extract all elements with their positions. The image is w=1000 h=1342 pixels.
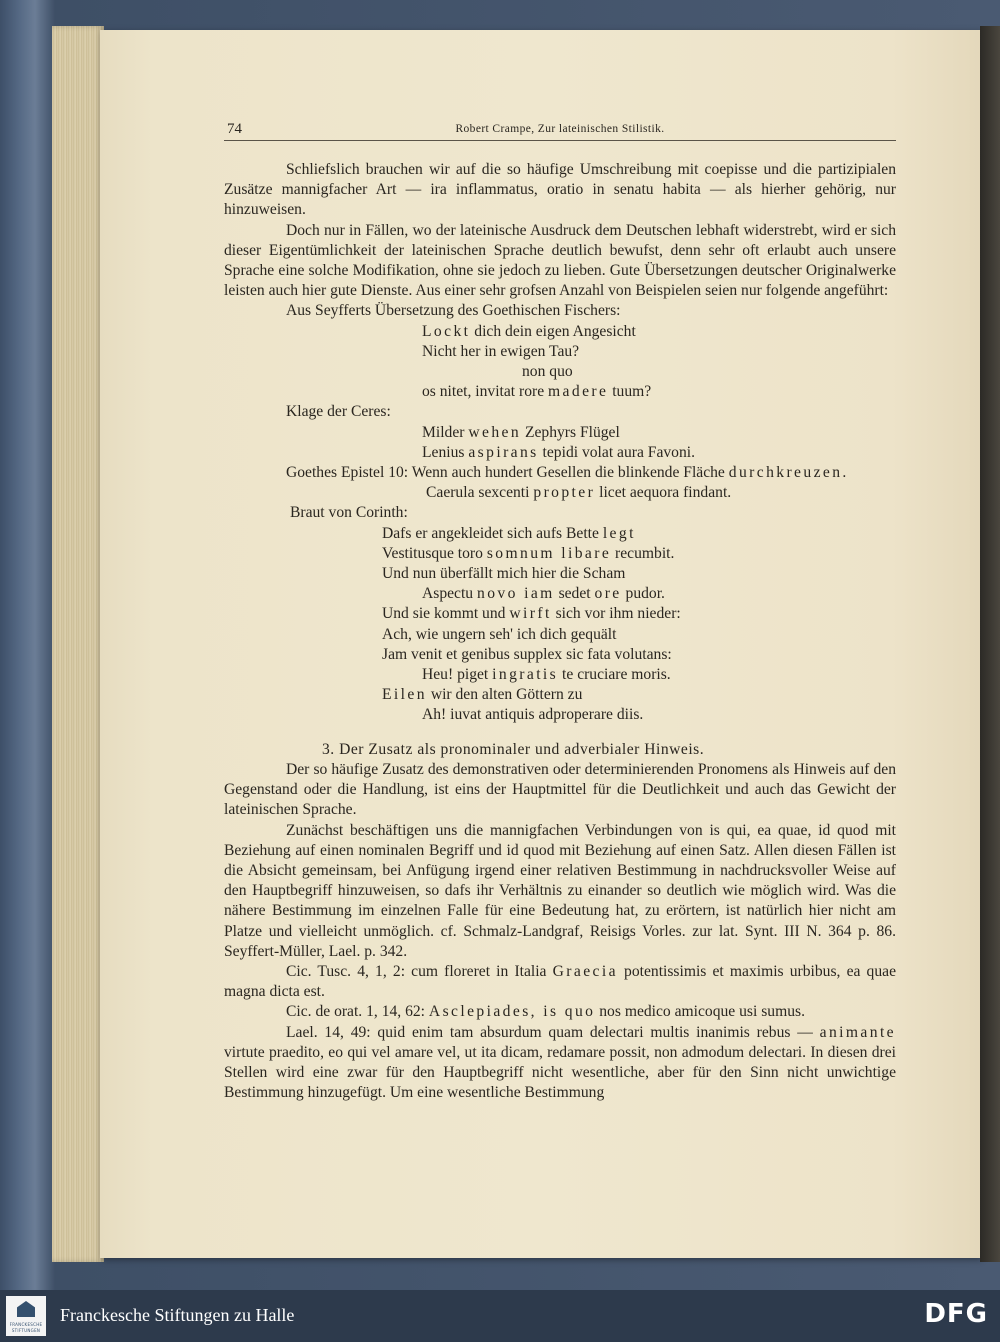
spaced-word: legt xyxy=(602,524,636,542)
spaced-word: animante xyxy=(819,1023,896,1041)
para-text: nos medico amicoque usi sumus. xyxy=(595,1003,805,1021)
spaced-word: ore xyxy=(594,585,622,603)
verse-text: licet aequora findant. xyxy=(595,484,732,502)
verse-line xyxy=(224,443,896,463)
paragraph xyxy=(224,1002,896,1022)
verse-text: Goethes Epistel 10: Wenn auch hundert Gesellen die blinkende Fläche xyxy=(286,464,729,482)
verse-text: tepidi volat aura Favoni. xyxy=(538,443,695,461)
verse-text: Aspectu xyxy=(422,585,477,603)
verse-text: Caerula sexcenti xyxy=(426,484,534,502)
verse-line: Ach, wie ungern seh' ich dich gequält xyxy=(382,625,617,643)
paragraph: Schliefslich brauchen wir auf die so häufige Umschreibung mit coepisse und die partizipialen Zusätze mannigfacher Art — ira inflammatus, oratio in senatu habita — als hierher gehörig, nur hinzuweisen. xyxy=(224,161,896,219)
spaced-word: novo iam xyxy=(477,585,555,603)
verse-line: Ah! iuvat antiquis adproperare diis. xyxy=(422,706,644,724)
verse-line xyxy=(224,665,896,685)
verse-line: Nicht her in ewigen Tau? xyxy=(422,342,580,360)
spaced-word: Eilen xyxy=(382,686,427,704)
verse-text: Milder xyxy=(422,423,469,441)
verse-text: pudor. xyxy=(621,585,665,603)
verse-text: Zephyrs Flügel xyxy=(521,423,620,441)
verse-line xyxy=(224,524,896,544)
verse-text: Heu! piget xyxy=(422,666,493,684)
spaced-word: Asclepiades, is quo xyxy=(428,1003,596,1021)
para-text: Cic. de orat. 1, 14, 62: xyxy=(286,1003,429,1021)
franckesche-stiftungen-logo[interactable] xyxy=(6,1296,46,1336)
spaced-word: wirft xyxy=(509,605,552,623)
verse-line xyxy=(224,382,896,402)
dfg-logo[interactable]: DFG xyxy=(924,1299,988,1329)
paragraph xyxy=(224,1023,896,1104)
verse-line xyxy=(224,584,896,604)
verse-text: sedet xyxy=(554,585,595,603)
paragraph xyxy=(224,962,896,1002)
verse-text: te cruciare moris. xyxy=(558,666,671,684)
spaced-word: durchkreuzen. xyxy=(728,464,849,482)
verse-line xyxy=(224,483,896,503)
verse-text: recumbit. xyxy=(611,544,675,562)
para-text: potentissimis et maximis urbibus, ea quae magna dicta est. xyxy=(224,962,896,1001)
section-heading: 3. Der Zusatz als pronominaler und adverbialer Hinweis. xyxy=(322,740,705,758)
verse-line xyxy=(224,423,896,443)
verse-text: Und sie kommt und xyxy=(382,605,510,623)
logo-text: STIFTUNGEN xyxy=(11,1328,41,1333)
book-spine-shadow xyxy=(980,26,1000,1262)
verse-text: sich vor ihm nieder: xyxy=(551,605,681,623)
spaced-word: aspirans xyxy=(468,443,539,461)
paragraph: Der so häufige Zusatz des demonstrativen oder determinierenden Pronomens als Hinweis auf den Gegenstand oder die Handlung, ist eins der Hauptmittel für die Deutlichkeit und auch das Gewicht der lateinischen Sprache. xyxy=(224,760,896,819)
para-text: Lael. 14, 49: quid enim tam absurdum quam delectari multis inanimis rebus — xyxy=(286,1023,820,1041)
verse-line xyxy=(224,685,896,705)
verse-text: wir den alten Göttern zu xyxy=(426,686,583,704)
example-intro: Klage der Ceres: xyxy=(286,403,391,421)
institution-name[interactable]: Franckesche Stiftungen zu Halle xyxy=(60,1305,295,1325)
spaced-word: ingratis xyxy=(492,666,559,684)
paragraph: Zunächst beschäftigen uns die mannigfachen Verbindungen von is qui, ea quae, id quod mit Beziehung auf einen nominalen Begriff und id quod mit Beziehung auf einen Satz. Allen diesen Fällen ist die Absicht gemeinsam, bei Anfügung irgend einer relativen Bestimmung in nachdrucksvoller Weise auf den Hauptbegriff hinzuweisen, so dafs ihr Verhältnis zu einander so deutlich wie möglich wird. Was die nähere Bestimmung im einzelnen Falle für eine Bedeutung hat, zu erörtern, ist natürlich hier nicht am Platze und vielleicht unmöglich. cf. Schmalz-Landgraf, Reisigs Vorles. zur lat. Synt. III N. 364 p. 86. Seyffert-Müller, Lael. p. 342. xyxy=(224,821,896,960)
verse-line xyxy=(224,463,896,483)
spaced-word: propter xyxy=(533,484,596,502)
spaced-word: Lockt xyxy=(422,322,471,340)
para-text: virtute praedito, eo qui vel amare vel, ut ita dicam, redamare possit, non admodum delectari. In diesen drei Stellen wird eine zwar für den Hauptbegriff nicht wesentliche, aber für den Sinn nicht unwichtige Bestimmung hinzugefügt. Um eine wesentliche Bestimmung xyxy=(224,1043,896,1102)
running-header xyxy=(224,120,896,141)
footer-bar xyxy=(0,1290,1000,1342)
verse-text: tuum? xyxy=(608,383,652,401)
logo-text: FRANCKESCHE xyxy=(9,1322,43,1327)
verse-text: Lenius xyxy=(422,443,469,461)
verse-text: dich dein eigen Angesicht xyxy=(470,322,636,340)
running-title: Robert Crampe, Zur lateinischen Stilistik. xyxy=(455,123,665,135)
spaced-word: wehen xyxy=(468,423,522,441)
spaced-word: Graecia xyxy=(552,962,618,980)
page-body xyxy=(224,160,896,1103)
verse-text: Dafs er angekleidet sich aufs Bette xyxy=(382,524,603,542)
example-intro: Aus Seyfferts Übersetzung des Goethischen Fischers: xyxy=(286,302,621,320)
verse-line xyxy=(224,604,896,624)
verse-text: Vestitusque toro xyxy=(382,544,487,562)
verse-line: Jam venit et genibus supplex sic fata volutans: xyxy=(382,645,672,663)
spaced-word: somnum libare xyxy=(486,544,612,562)
paragraph: Doch nur in Fällen, wo der lateinische Ausdruck dem Deutschen lebhaft widerstrebt, wird er sich dieser Eigentümlichkeit der lateinischen Sprache deutlich bewufst, denn sehr oft erlaubt auch unsere Sprache eine solche Modifikation, ohne sie jedoch zu lieben. Gute Übersetzungen deutscher Originalwerke leisten auch hier gute Dienste. Aus einer sehr grofsen Anzahl von Beispielen seien nur folgende angeführt: xyxy=(224,221,896,300)
para-text: Cic. Tusc. 4, 1, 2: cum floreret in Italia xyxy=(286,962,553,980)
building-icon xyxy=(17,1301,35,1317)
verse-line xyxy=(224,544,896,564)
verse-line: Und nun überfällt mich hier die Scham xyxy=(382,565,626,583)
page-edges xyxy=(52,26,104,1262)
spaced-word: madere xyxy=(548,383,609,401)
verse-line: non quo xyxy=(522,363,573,381)
verse-line xyxy=(224,322,896,342)
example-intro: Braut von Corinth: xyxy=(290,504,408,522)
page-number: 74 xyxy=(227,121,242,137)
verse-text: os nitet, invitat rore xyxy=(422,383,549,401)
